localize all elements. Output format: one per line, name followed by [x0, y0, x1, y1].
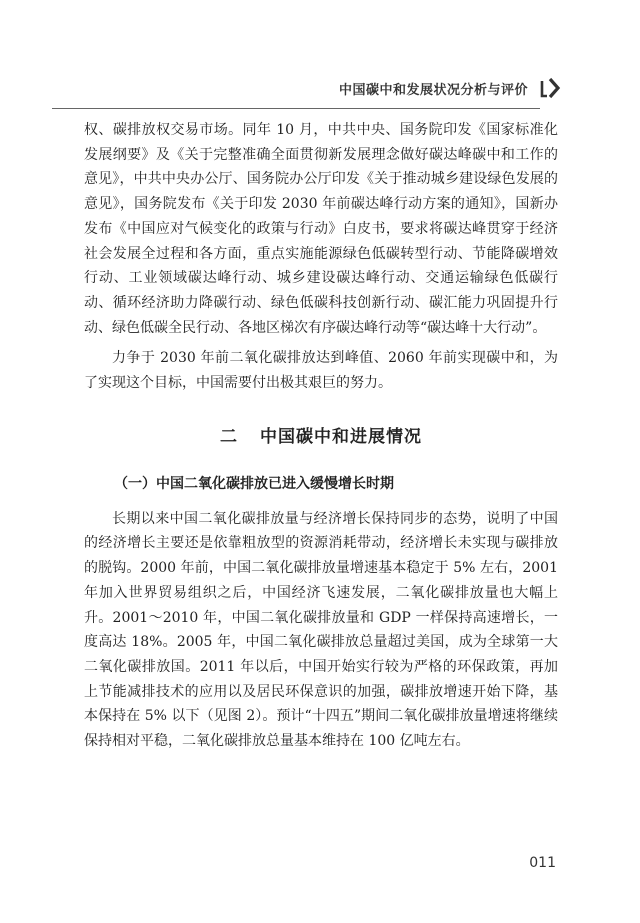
section-title: 中国碳中和进展情况: [260, 426, 422, 447]
paragraph-emissions: 长期以来中国二氧化碳排放量与经济增长保持同步的态势，说明了中国的经济增长主要还是依靠粗放型的资源消耗带动，经济增长未实现与碳排放的脱钩。2000 年前，中国二氧化碳排放量增速基本稳定于 5% 左右，2001 年加入世界贸易组织之后，中国经济飞速发展，二氧化碳排放量也大幅上升。2001～2010 年，中国二氧化碳排放量和 GDP 一样保持高速增长，一度高达 18%。2005 年，中国二氧化碳排放总量超过美国，成为全球第一大二氧化碳排放国。2011 年以后，中国开始实行较为严格的环保政策，再加上节能减排技术的应用以及居民环保意识的加强，碳排放增速开始下降，基本保持在 5% 以下（见图 2）。预计“十四五”期间二氧化碳排放量增速将继续保持相对平稳，二氧化碳排放总量基本维持在 100 亿吨左右。: [84, 510, 558, 750]
section-number: 二: [220, 426, 238, 447]
book-logo-icon: [536, 73, 566, 103]
running-title: 中国碳中和发展状况分析与评价: [338, 82, 528, 98]
subsection-heading: （一）中国二氧化碳排放已进入缓慢增长时期: [114, 475, 394, 492]
paragraph-policy-continued: 权、碳排放权交易市场。同年 10 月，中共中央、国务院印发《国家标准化发展纲要》及《关于完整准确全面贯彻新发展理念做好碳达峰碳中和工作的意见》，中共中央办公厅、国务院办公厅印发《关于推动城乡建设绿色发展的意见》，国务院发布《关于印发 2030 年前碳达峰行动方案的通知》，国新办发布《中国应对气候变化的政策与行动》白皮书，要求将碳达峰贯穿于经济社会发展全过程和各方面，重点实施能源绿色低碳转型行动、节能降碳增效行动、工业领域碳达峰行动、城乡建设碳达峰行动、交通运输绿色低碳行动、循环经济助力降碳行动、绿色低碳科技创新行动、碳汇能力巩固提升行动、绿色低碳全民行动、各地区梯次有序碳达峰行动等“碳达峰十大行动”。: [84, 122, 558, 336]
page-content: [84, 118, 558, 754]
running-header: [339, 73, 566, 103]
page-number: 011: [529, 855, 556, 871]
header-rule: [52, 108, 540, 109]
paragraph-goal: 力争于 2030 年前二氧化碳排放达到峰值、2060 年前实现碳中和，为了实现这个目标，中国需要付出极其艰巨的努力。: [84, 350, 558, 392]
section-heading: [84, 422, 558, 447]
